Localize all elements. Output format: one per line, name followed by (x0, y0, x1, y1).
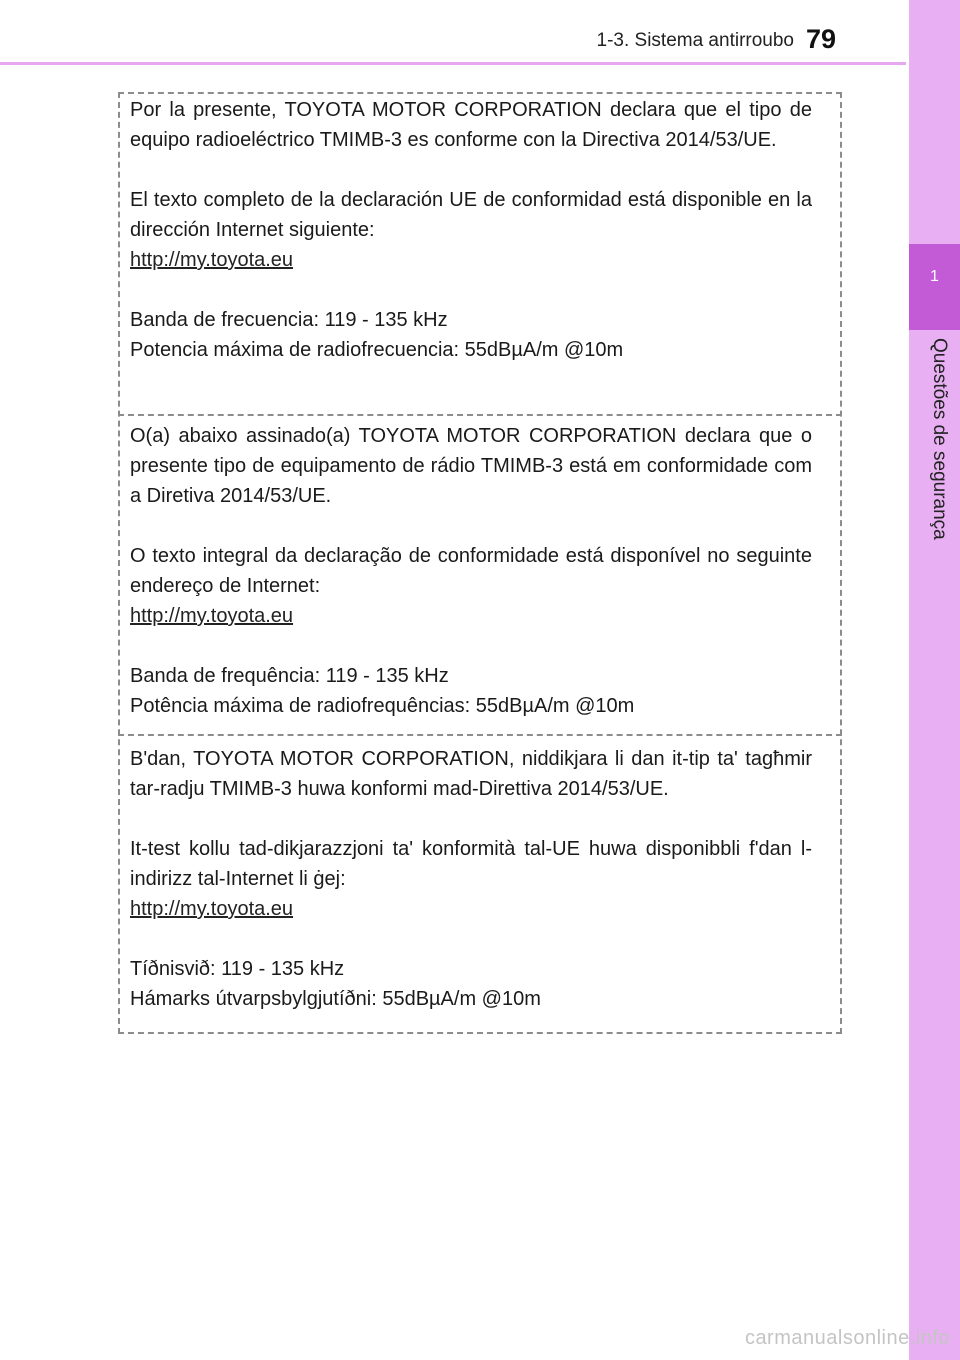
declaration-text: Por la presente, TOYOTA MOTOR CORPORATION declara que el tipo de equipo radioeléctrico TMIMB-3 es conforme con la Directiva 2014/53/UE. (130, 99, 812, 151)
watermark: carmanualsonline.info (744, 1327, 950, 1349)
chapter-number: 1 (930, 268, 939, 285)
frequency-text: Banda de frecuencia: 119 - 135 kHz (130, 309, 448, 331)
frequency-text: Tíðnisvið: 119 - 135 kHz (130, 958, 345, 980)
power-text: Potência máxima de radiofrequências: 55dBµA/m @10m (130, 695, 635, 717)
header-rule (0, 62, 906, 65)
notice-section-spanish (120, 95, 840, 365)
declaration-text: B'dan, TOYOTA MOTOR CORPORATION, niddikjara li dan it-tip ta' tagħmir tar-radju TMIMB-3 huwa konformi mad-Direttiva 2014/53/UE. (130, 748, 812, 800)
notice-section-maltese (120, 744, 840, 1014)
section-divider (118, 734, 842, 736)
url-link[interactable]: http://my.toyota.eu (130, 605, 294, 627)
declaration-text: O(a) abaixo assinado(a) TOYOTA MOTOR CORPORATION declara que o presente tipo de equipamento de rádio TMIMB-3 está em conformidade com a Diretiva 2014/53/UE. (130, 425, 812, 507)
availability-text: O texto integral da declaração de conformidade está disponível no seguinte endereço de Internet: (130, 545, 812, 597)
power-text: Hámarks útvarpsbylgjutíðni: 55dBµA/m @10m (130, 988, 541, 1010)
power-text: Potencia máxima de radiofrecuencia: 55dBµA/m @10m (130, 339, 624, 361)
page-header (0, 0, 906, 66)
url-link[interactable]: http://my.toyota.eu (130, 898, 294, 920)
section-title: 1-3. Sistema antirroubo (596, 30, 794, 51)
frequency-text: Banda de frequência: 119 - 135 kHz (130, 665, 449, 687)
availability-text: It-test kollu tad-dikjarazzjoni ta' konformità tal-UE huwa disponibbli f'dan l-indirizz tal-Internet li ġej: (130, 838, 812, 890)
notice-section-portuguese (120, 421, 840, 721)
section-divider (118, 414, 842, 416)
url-link[interactable]: http://my.toyota.eu (130, 249, 294, 271)
page-number: 79 (805, 24, 836, 54)
side-tab (909, 0, 960, 1360)
chapter-label: Questões de segurança (929, 338, 950, 540)
chapter-box (909, 244, 960, 330)
availability-text: El texto completo de la declaración UE de conformidad está disponible en la dirección Internet siguiente: (130, 189, 812, 241)
compliance-notice-box (118, 92, 842, 1034)
